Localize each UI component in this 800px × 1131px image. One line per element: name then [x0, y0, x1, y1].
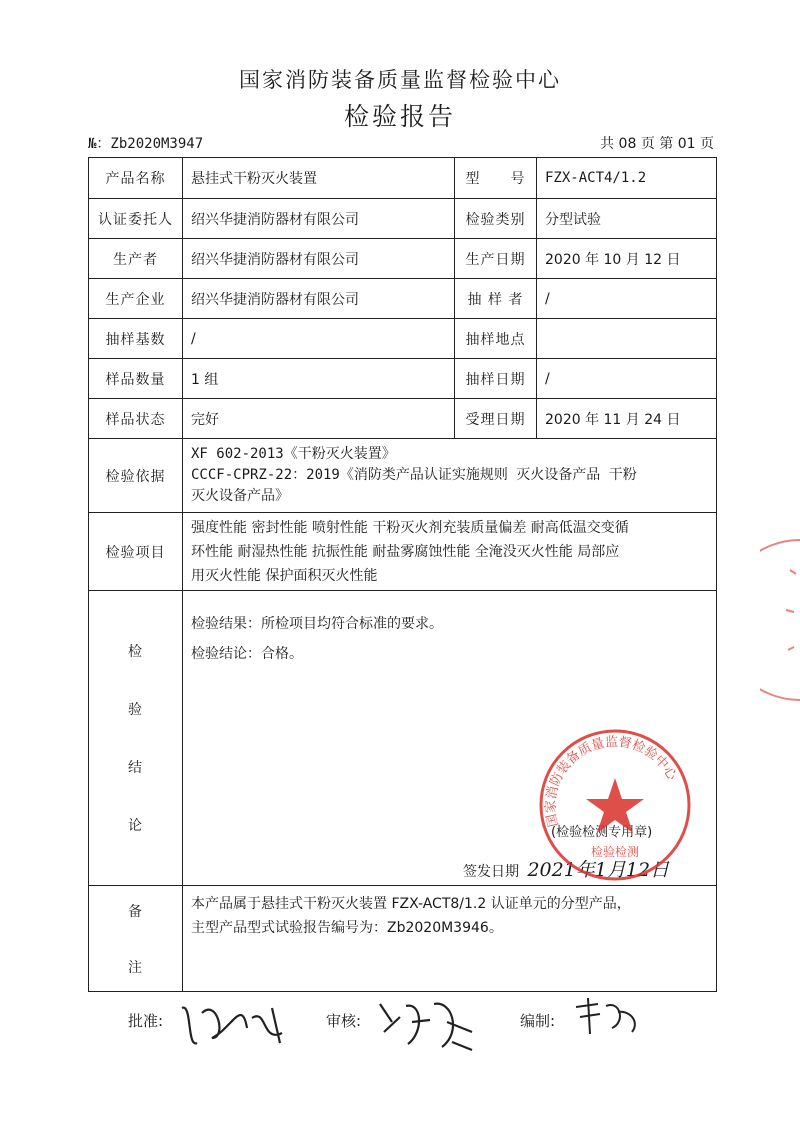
- sign-date-handwritten: 2021年1月12日: [527, 859, 670, 881]
- conclusion-char-2: 验: [128, 702, 143, 718]
- page-count: 共 08 页 第 01 页: [600, 136, 714, 152]
- label-product-name: 产品名称: [89, 158, 183, 199]
- value-sample-state: 完好: [183, 399, 455, 439]
- table-row: [89, 359, 717, 399]
- table-row: [89, 239, 717, 279]
- remark-char-2: 注: [128, 959, 143, 976]
- value-model: FZX-ACT4/1.2: [537, 158, 717, 199]
- label-model: 型 号: [455, 158, 537, 199]
- seal-ring-text: 国家消防装备质量监督检验中心: [543, 734, 680, 829]
- label-producer: 生产者: [89, 239, 183, 279]
- value-items: [183, 513, 717, 591]
- label-sample-state: 样品状态: [89, 399, 183, 439]
- org-name: 国家消防装备质量监督检验中心: [239, 68, 561, 92]
- table-row: [89, 199, 717, 239]
- test-result: 检验结果：所检项目均符合标准的要求。: [191, 616, 443, 632]
- basis-line-1: XF 602-2013《干粉灭火装置》: [191, 446, 396, 462]
- report-title: 检验报告: [343, 102, 456, 131]
- test-verdict: 检验结论：合格。: [191, 646, 303, 662]
- seal-center-text: 检验检测: [590, 845, 640, 859]
- label-basis: 检验依据: [89, 439, 183, 513]
- table-row: [89, 319, 717, 359]
- label-items: 检验项目: [89, 513, 183, 591]
- table-row: [89, 439, 717, 513]
- remark-line-1: 本产品属于悬挂式干粉灭火装置 FZX-ACT8/1.2 认证单元的分型产品，: [191, 896, 631, 912]
- label-remark: [89, 886, 183, 992]
- table-row: [89, 886, 717, 992]
- table-row: [89, 279, 717, 319]
- value-factory: 绍兴华捷消防器材有限公司: [183, 279, 455, 319]
- review-label: 审核:: [326, 1012, 362, 1030]
- conclusion-char-3: 结: [128, 760, 143, 776]
- basis-line-2: CCCF-CPRZ-22：2019《消防类产品认证实施规则 灭火设备产品 干粉: [191, 467, 637, 483]
- label-factory: 生产企业: [89, 279, 183, 319]
- items-line-3: 用灭火性能 保护面积灭火性能: [191, 567, 378, 584]
- value-client: 绍兴华捷消防器材有限公司: [183, 199, 455, 239]
- value-test-type: 分型试验: [537, 199, 717, 239]
- conclusion-char-1: 检: [128, 644, 143, 660]
- basis-line-3: 灭火设备产品》: [191, 488, 289, 504]
- value-product-name: 悬挂式干粉灭火装置: [183, 158, 455, 199]
- stamp-note: (检验检测专用章): [551, 825, 653, 840]
- remark-line-2: 主型产品型式试验报告编号为：Zb2020M3946。: [191, 920, 503, 936]
- approver-signature: [172, 988, 302, 1058]
- value-sample-qty: 1 组: [183, 359, 455, 399]
- seal-star-icon: [586, 778, 644, 833]
- items-line-2: 环性能 耐湿热性能 抗振性能 耐盐雾腐蚀性能 全淹没灭火性能 局部应: [191, 543, 620, 560]
- table-row: [89, 513, 717, 591]
- value-sampler: /: [537, 279, 717, 319]
- label-accept-date: 受理日期: [455, 399, 537, 439]
- compile-label: 编制:: [520, 1012, 556, 1030]
- remark-char-1: 备: [128, 903, 143, 920]
- items-line-1: 强度性能 密封性能 喷射性能 干粉灭火剂充装质量偏差 耐高低温交变循: [191, 519, 629, 536]
- compiler-signature: [568, 992, 648, 1042]
- label-client: 认证委托人: [89, 199, 183, 239]
- value-basis: [183, 439, 717, 513]
- label-prod-date: 生产日期: [455, 239, 537, 279]
- label-sample-date: 抽样日期: [455, 359, 537, 399]
- value-prod-date: 2020 年 10 月 12 日: [537, 239, 717, 279]
- sign-date-label: 签发日期: [463, 864, 519, 880]
- edge-seal-fragment: [760, 530, 800, 710]
- conclusion-char-4: 论: [128, 818, 143, 834]
- value-producer: 绍兴华捷消防器材有限公司: [183, 239, 455, 279]
- table-row: [89, 158, 717, 199]
- remark-cell: [183, 886, 717, 992]
- label-conclusion: [89, 591, 183, 886]
- value-sample-place: [537, 319, 717, 359]
- label-sample-base: 抽样基数: [89, 319, 183, 359]
- label-sample-place: 抽样地点: [455, 319, 537, 359]
- approve-label: 批准:: [128, 1012, 164, 1030]
- label-test-type: 检验类别: [455, 199, 537, 239]
- value-sample-base: /: [183, 319, 455, 359]
- value-sample-date: /: [537, 359, 717, 399]
- reviewer-signature: [372, 992, 482, 1058]
- label-sampler: 抽 样 者: [455, 279, 537, 319]
- official-seal: [530, 720, 700, 890]
- label-sample-qty: 样品数量: [89, 359, 183, 399]
- report-number: №：Zb2020M3947: [88, 136, 204, 152]
- value-accept-date: 2020 年 11 月 24 日: [537, 399, 717, 439]
- table-row: [89, 399, 717, 439]
